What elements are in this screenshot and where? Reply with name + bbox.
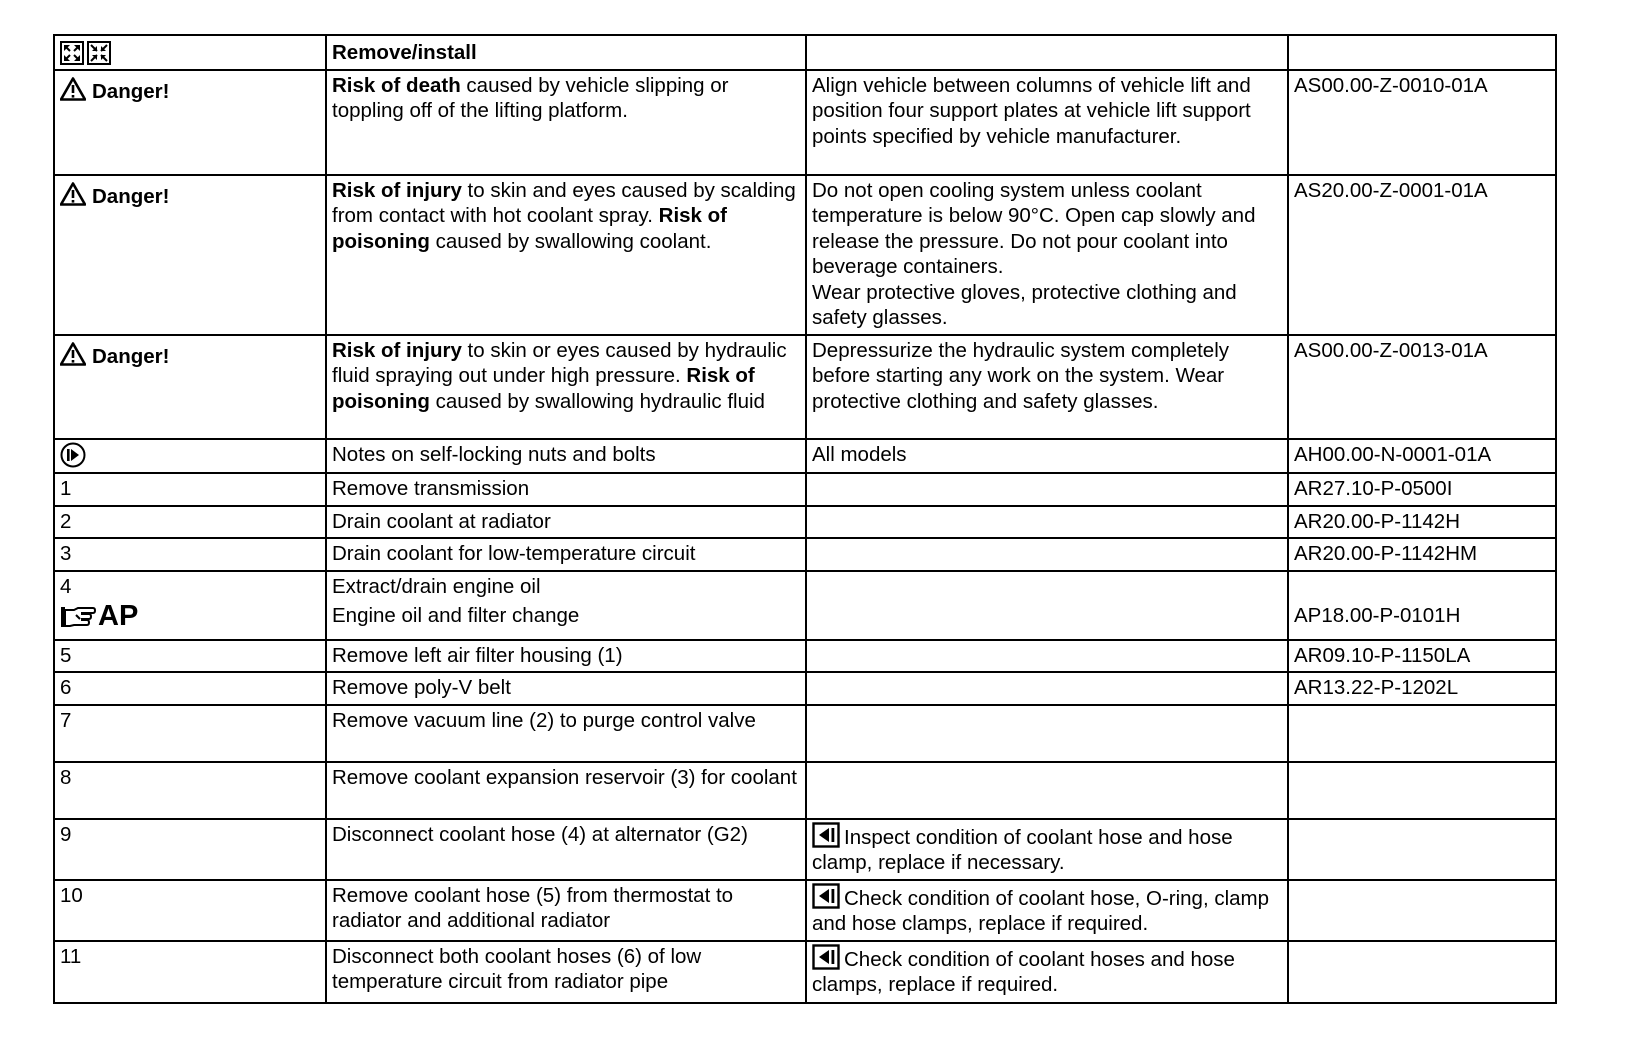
step-note	[806, 538, 1288, 571]
step-row-2	[54, 506, 1556, 539]
risk-text: to skin and eyes caused by scalding from contact with hot coolant spray.	[332, 178, 796, 227]
step-text-cell	[326, 571, 806, 640]
step-note-cell	[806, 819, 1288, 880]
step-row-6	[54, 672, 1556, 705]
step-text: Remove poly-V belt	[326, 672, 806, 705]
step-number: 1	[54, 473, 326, 506]
step-code-link[interactable]: AR13.22-P-1202L	[1288, 672, 1556, 705]
procedure-table	[53, 34, 1557, 1004]
step-note	[806, 571, 1288, 640]
step-row-1	[54, 473, 1556, 506]
danger-label: Danger!	[92, 344, 170, 368]
danger-measure: Depressurize the hydraulic system completely before starting any work on the system. Wear protective clothing and safety glasses.	[806, 335, 1288, 439]
step-row-11	[54, 941, 1556, 1003]
step-number: 5	[54, 640, 326, 673]
warning-triangle-icon	[60, 77, 86, 101]
step-text: Disconnect coolant hose (4) at alternator (G2)	[326, 819, 806, 880]
step-code-link[interactable]: AR20.00-P-1142HM	[1288, 538, 1556, 571]
step-number: 10	[54, 880, 326, 941]
header-empty-col3	[806, 35, 1288, 70]
step-text: Disconnect both coolant hoses (6) of low temperature circuit from radiator pipe	[326, 941, 806, 1003]
step-number: 3	[54, 538, 326, 571]
pointing-hand-icon	[60, 605, 96, 629]
step-text: Remove left air filter housing (1)	[326, 640, 806, 673]
danger-row-1	[54, 70, 1556, 175]
danger-row-2	[54, 175, 1556, 335]
step-code-link	[1288, 880, 1556, 941]
step-number: 6	[54, 672, 326, 705]
danger-description	[326, 175, 806, 335]
step-note	[806, 762, 1288, 819]
ap-code-link[interactable]: AP18.00-P-0101H	[1294, 604, 1461, 627]
step-note	[806, 705, 1288, 762]
note-icon-cell	[54, 439, 326, 474]
step-number: 11	[54, 941, 326, 1003]
step-note	[806, 473, 1288, 506]
note-text: Notes on self-locking nuts and bolts	[326, 439, 806, 474]
step-code-link	[1288, 762, 1556, 819]
note-code-link[interactable]: AH00.00-N-0001-01A	[1288, 439, 1556, 474]
step-text: Remove vacuum line (2) to purge control valve	[326, 705, 806, 762]
risk-text: to skin or eyes caused by hydraulic fluid spraying out under high pressure.	[332, 338, 787, 387]
step-note-cell	[806, 880, 1288, 941]
step-text: Remove transmission	[326, 473, 806, 506]
risk-text: caused by swallowing coolant.	[429, 229, 712, 253]
note-scope: All models	[806, 439, 1288, 474]
step-row-9	[54, 819, 1556, 880]
danger-label-cell	[54, 70, 326, 175]
ap-reference-link[interactable]	[60, 599, 320, 633]
danger-label: Danger!	[92, 184, 170, 208]
step-text: Drain coolant for low-temperature circuit	[326, 538, 806, 571]
step-row-5	[54, 640, 1556, 673]
danger-label-cell	[54, 175, 326, 335]
step-text: Extract/drain engine oil	[332, 574, 541, 598]
danger-measure: Align vehicle between columns of vehicle lift and position four support plates at vehicle lift support points specified by vehicle manufacturer.	[806, 70, 1288, 175]
step-number-cell	[54, 571, 326, 640]
step-code-link[interactable]: AR09.10-P-1150LA	[1288, 640, 1556, 673]
step-code-link	[1288, 941, 1556, 1003]
step-note: Check condition of coolant hose, O-ring, clamp and hose clamps, replace if required.	[812, 886, 1270, 935]
risk-title: Risk of injury	[332, 338, 462, 362]
step-text: Drain coolant at radiator	[326, 506, 806, 539]
warning-triangle-icon	[60, 182, 86, 206]
danger-code-link[interactable]: AS00.00-Z-0013-01A	[1288, 335, 1556, 439]
danger-code-link[interactable]: AS20.00-Z-0001-01A	[1288, 175, 1556, 335]
reference-arrow-icon[interactable]	[812, 822, 840, 848]
header-empty-col4	[1288, 35, 1556, 70]
ap-text: Engine oil and filter change	[332, 604, 580, 627]
step-text: Remove coolant hose (5) from thermostat to radiator and additional radiator	[326, 880, 806, 941]
danger-description	[326, 335, 806, 439]
step-row-4	[54, 571, 1556, 640]
collapse-icon[interactable]	[87, 41, 111, 65]
step-code-link	[1288, 705, 1556, 762]
step-code-cell	[1288, 571, 1556, 640]
reference-arrow-icon[interactable]	[812, 883, 840, 909]
risk-title: Risk of poisoning	[332, 204, 727, 253]
risk-text: caused by swallowing hydraulic fluid	[429, 389, 765, 413]
danger-label-cell	[54, 335, 326, 439]
step-note	[806, 506, 1288, 539]
step-row-8	[54, 762, 1556, 819]
step-code-link	[1288, 819, 1556, 880]
step-code-link[interactable]: AR20.00-P-1142H	[1288, 506, 1556, 539]
step-note: Inspect condition of coolant hose and hose clamp, replace if necessary.	[812, 825, 1233, 874]
header-icons	[54, 35, 326, 70]
step-note: Check condition of coolant hoses and hose clamps, replace if required.	[812, 947, 1235, 996]
note-row	[54, 439, 1556, 474]
step-number: 4	[60, 574, 72, 598]
expand-icon[interactable]	[60, 41, 84, 65]
ap-label: AP	[98, 600, 139, 632]
step-note-cell	[806, 941, 1288, 1003]
step-row-7	[54, 705, 1556, 762]
note-info-icon	[60, 442, 86, 468]
danger-row-3	[54, 335, 1556, 439]
step-number: 9	[54, 819, 326, 880]
danger-code-link[interactable]: AS00.00-Z-0010-01A	[1288, 70, 1556, 175]
risk-text: caused by vehicle slipping or toppling off of the lifting platform.	[332, 73, 729, 122]
risk-title: Risk of poisoning	[332, 364, 755, 413]
step-number: 8	[54, 762, 326, 819]
step-code-link[interactable]: AR27.10-P-0500I	[1288, 473, 1556, 506]
step-number: 7	[54, 705, 326, 762]
danger-measure: Do not open cooling system unless coolant temperature is below 90°C. Open cap slowly and release the pressure. Do not pour coolant into beverage containers. Wear protective gloves, protective clothing and safety glasses.	[806, 175, 1288, 335]
step-row-3	[54, 538, 1556, 571]
risk-title: Risk of death	[332, 73, 461, 97]
step-row-10	[54, 880, 1556, 941]
page-title: Remove/install	[326, 35, 806, 70]
step-text: Remove coolant expansion reservoir (3) for coolant	[326, 762, 806, 819]
danger-label: Danger!	[92, 79, 170, 103]
header-row	[54, 35, 1556, 70]
reference-arrow-icon[interactable]	[812, 944, 840, 970]
warning-triangle-icon	[60, 342, 86, 366]
risk-title: Risk of injury	[332, 178, 462, 202]
step-number: 2	[54, 506, 326, 539]
step-note	[806, 640, 1288, 673]
step-note	[806, 672, 1288, 705]
danger-description	[326, 70, 806, 175]
